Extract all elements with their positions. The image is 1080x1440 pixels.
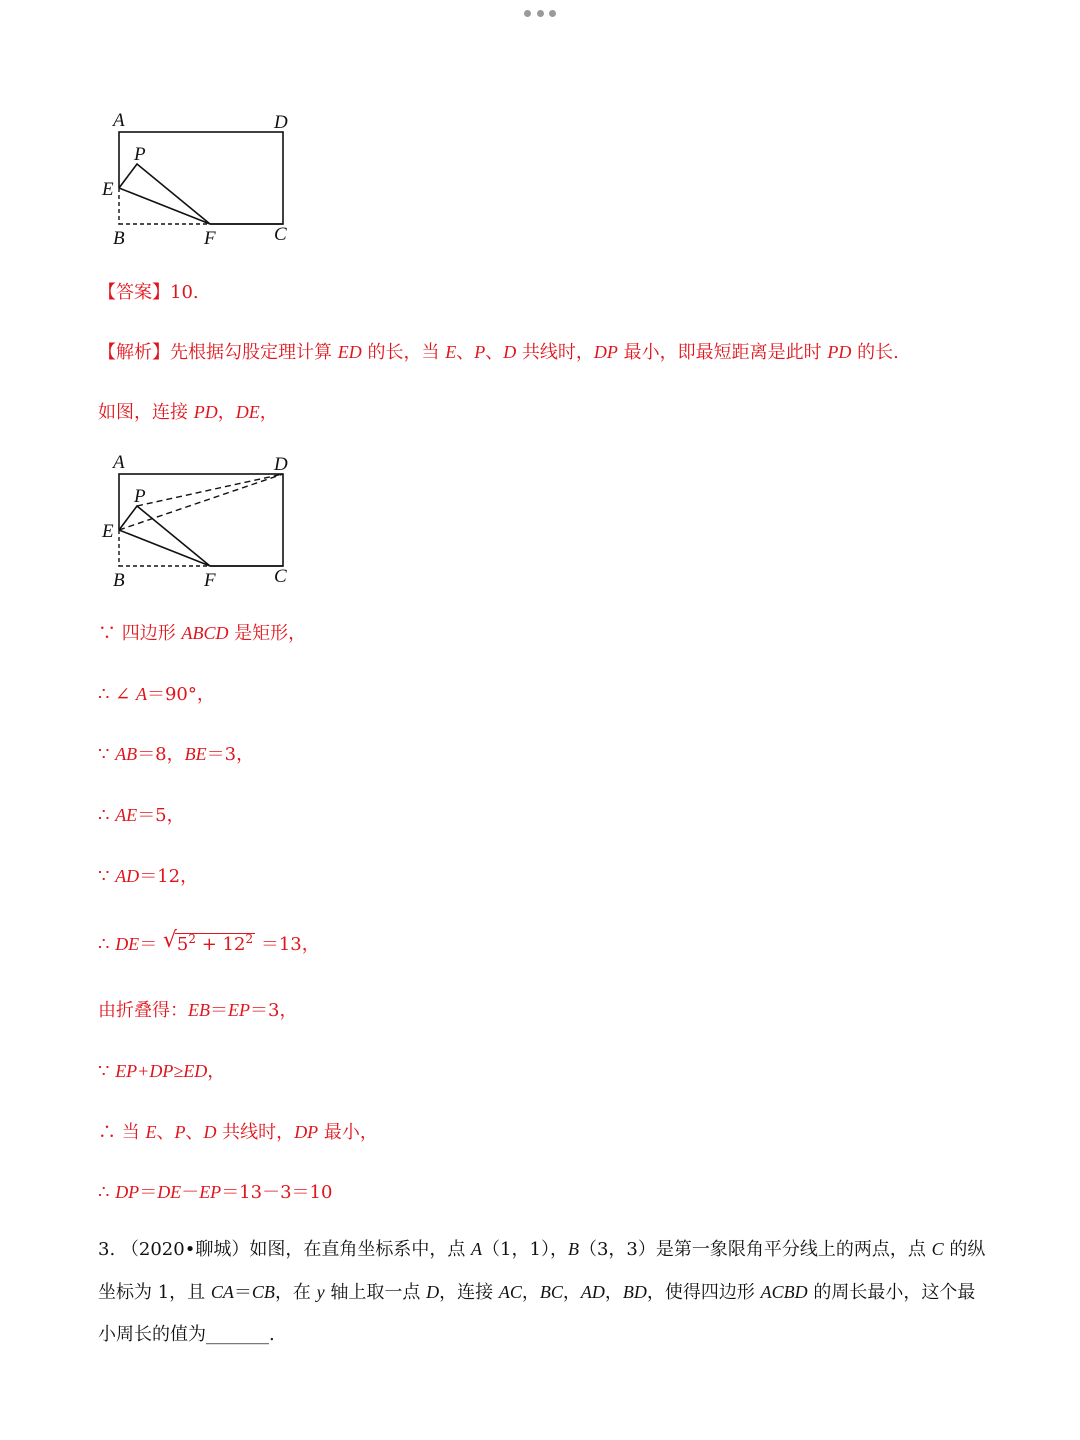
step-4: ∴ AE＝5， bbox=[98, 805, 185, 826]
connect-line: 如图，连接 PD，DE， bbox=[98, 402, 278, 423]
answer-line bbox=[98, 278, 199, 304]
dot bbox=[537, 10, 544, 17]
step-8: ∵ EP+DP≥ED， bbox=[98, 1061, 226, 1082]
dot bbox=[549, 10, 556, 17]
problem-3: 3. （2020•聊城）如图，在直角坐标系中，点 A（1，1），B（3，3）是第一象限角平分线上的两点，点 C 的纵坐标为 1，且 CA＝CB，在 y 轴上取一点 D，连接 AC，BC，AD，BD，使得四边形 ACBD 的周长最小，这个最小周长的值为_______. bbox=[98, 1239, 986, 1345]
dot bbox=[524, 10, 531, 17]
label-c: C bbox=[274, 566, 287, 587]
step-2: ∴ ∠ A＝90°， bbox=[98, 684, 215, 705]
label-b: B bbox=[113, 228, 125, 249]
answer-value: 10. bbox=[170, 282, 199, 303]
label-f: F bbox=[204, 228, 216, 249]
step-1: ∵ 四边形 ABCD 是矩形， bbox=[98, 623, 307, 644]
analysis-line: 【解析】先根据勾股定理计算 ED 的长，当 E、P、D 共线时，DP 最小，即最短距离是此时 PD 的长. bbox=[98, 342, 899, 363]
label-p: P bbox=[134, 144, 146, 165]
step-6: ∴ DE＝ √ $5^2 + 12^2 =13$， bbox=[98, 928, 320, 955]
label-d: D bbox=[274, 112, 288, 133]
answer-tag: 【答案】 bbox=[98, 282, 170, 303]
label-c: C bbox=[274, 224, 287, 245]
figure-rectangle-fold bbox=[96, 108, 306, 253]
label-p: P bbox=[134, 486, 146, 507]
more-dots-icon[interactable] bbox=[524, 8, 556, 18]
figure-rectangle-connect bbox=[96, 450, 306, 595]
label-a: A bbox=[113, 452, 125, 473]
step-10: ∴ DP＝DE－EP＝13－3＝10 bbox=[98, 1182, 333, 1203]
label-e: E bbox=[102, 179, 114, 200]
label-f: F bbox=[204, 570, 216, 591]
step-7: 由折叠得：EB＝EP＝3， bbox=[98, 1000, 298, 1021]
label-d: D bbox=[274, 454, 288, 475]
label-a: A bbox=[113, 110, 125, 131]
step-3: ∵ AB＝8，BE＝3， bbox=[98, 744, 255, 765]
label-e: E bbox=[102, 521, 114, 542]
label-b: B bbox=[113, 570, 125, 591]
step-9: ∴ 当 E、P、D 共线时，DP 最小， bbox=[98, 1122, 378, 1143]
step-5: ∵ AD＝12， bbox=[98, 866, 199, 887]
sqrt-expression: √ $5^2 + 12^2$ bbox=[162, 928, 254, 955]
